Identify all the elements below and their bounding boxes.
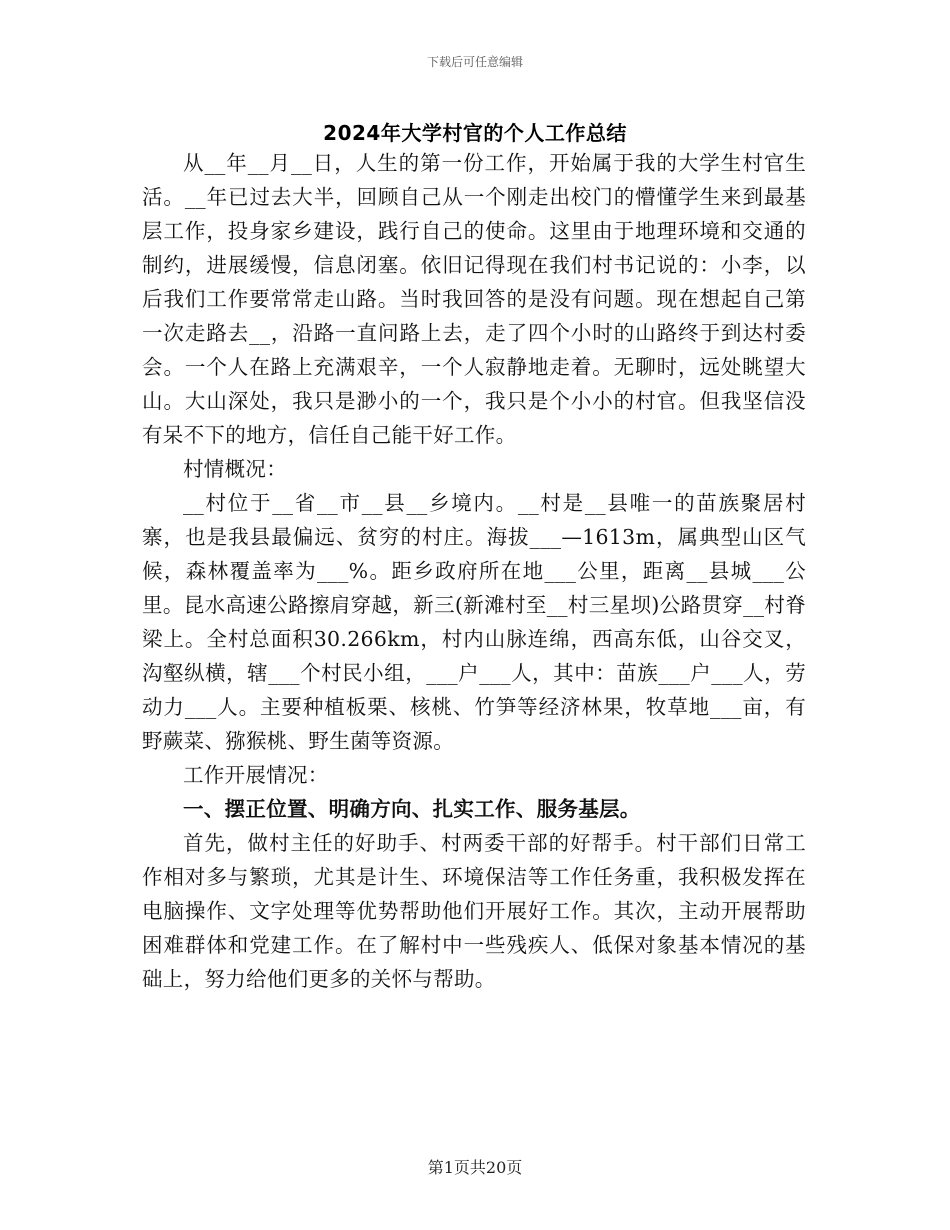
- work-paragraph-1: 首先，做村主任的好助手、村两委干部的好帮手。村干部们日常工作相对多与繁琐，尤其是计生、环境保洁等工作任务重，我积极发挥在电脑操作、文字处理等优势帮助他们开展好工作。其次，主动开展帮助困难群体和党建工作。在了解村中一些残疾人、低保对象基本情况的基础上，努力给他们更多的关怀与帮助。: [142, 831, 806, 991]
- page-number-footer: 第1页共20页: [427, 1158, 523, 1177]
- intro-paragraph: 从__年__月__日，人生的第一份工作，开始属于我的大学生村官生活。__年已过去大半，回顾自己从一个刚走出校门的懵懂学生来到最基层工作，投身家乡建设，践行自己的使命。这里由于地理环境和交通的制约，进展缓慢，信息闭塞。依旧记得现在我们村书记说的：小李，以后我们工作要常常走山路。当时我回答的是没有问题。现在想起自己第一次走路去__，沿路一直问路上去，走了四个小时的山路终于到达村委会。一个人在路上充满艰辛，一个人寂静地走着。无聊时，远处眺望大山。大山深处，我只是渺小的一个，我只是个小小的村官。但我坚信没有呆不下的地方，信任自己能干好工作。: [142, 151, 806, 447]
- village-overview-paragraph: __村位于__省__市__县__乡境内。__村是__县唯一的苗族聚居村寨，也是我县最偏远、贫穷的村庄。海拔___—1613m，属典型山区气候，森林覆盖率为___%。距乡政府所在地___公里，距离__县城___公里。昆水高速公路擦肩穿越，新三(新滩村至__村三星坝)公路贯穿__村脊梁上。全村总面积30.266km，村内山脉连绵，西高东低，山谷交叉，沟壑纵横，辖___个村民小组，___户___人，其中：苗族___户___人，劳动力___人。主要种植板栗、核桃、竹笋等经济林果，牧草地___亩，有野蕨菜、猕猴桃、野生菌等资源。: [142, 491, 806, 753]
- header-note: 下载后可任意编辑: [426, 55, 523, 69]
- section-heading-1: 一、摆正位置、明确方向、扎实工作、服务基层。: [183, 797, 641, 821]
- document-body: [142, 146, 806, 996]
- document-title: 2024年大学村官的个人工作总结: [323, 121, 627, 145]
- section-label-work-progress: 工作开展情况：: [183, 763, 329, 787]
- section-label-village-overview: 村情概况：: [183, 457, 287, 481]
